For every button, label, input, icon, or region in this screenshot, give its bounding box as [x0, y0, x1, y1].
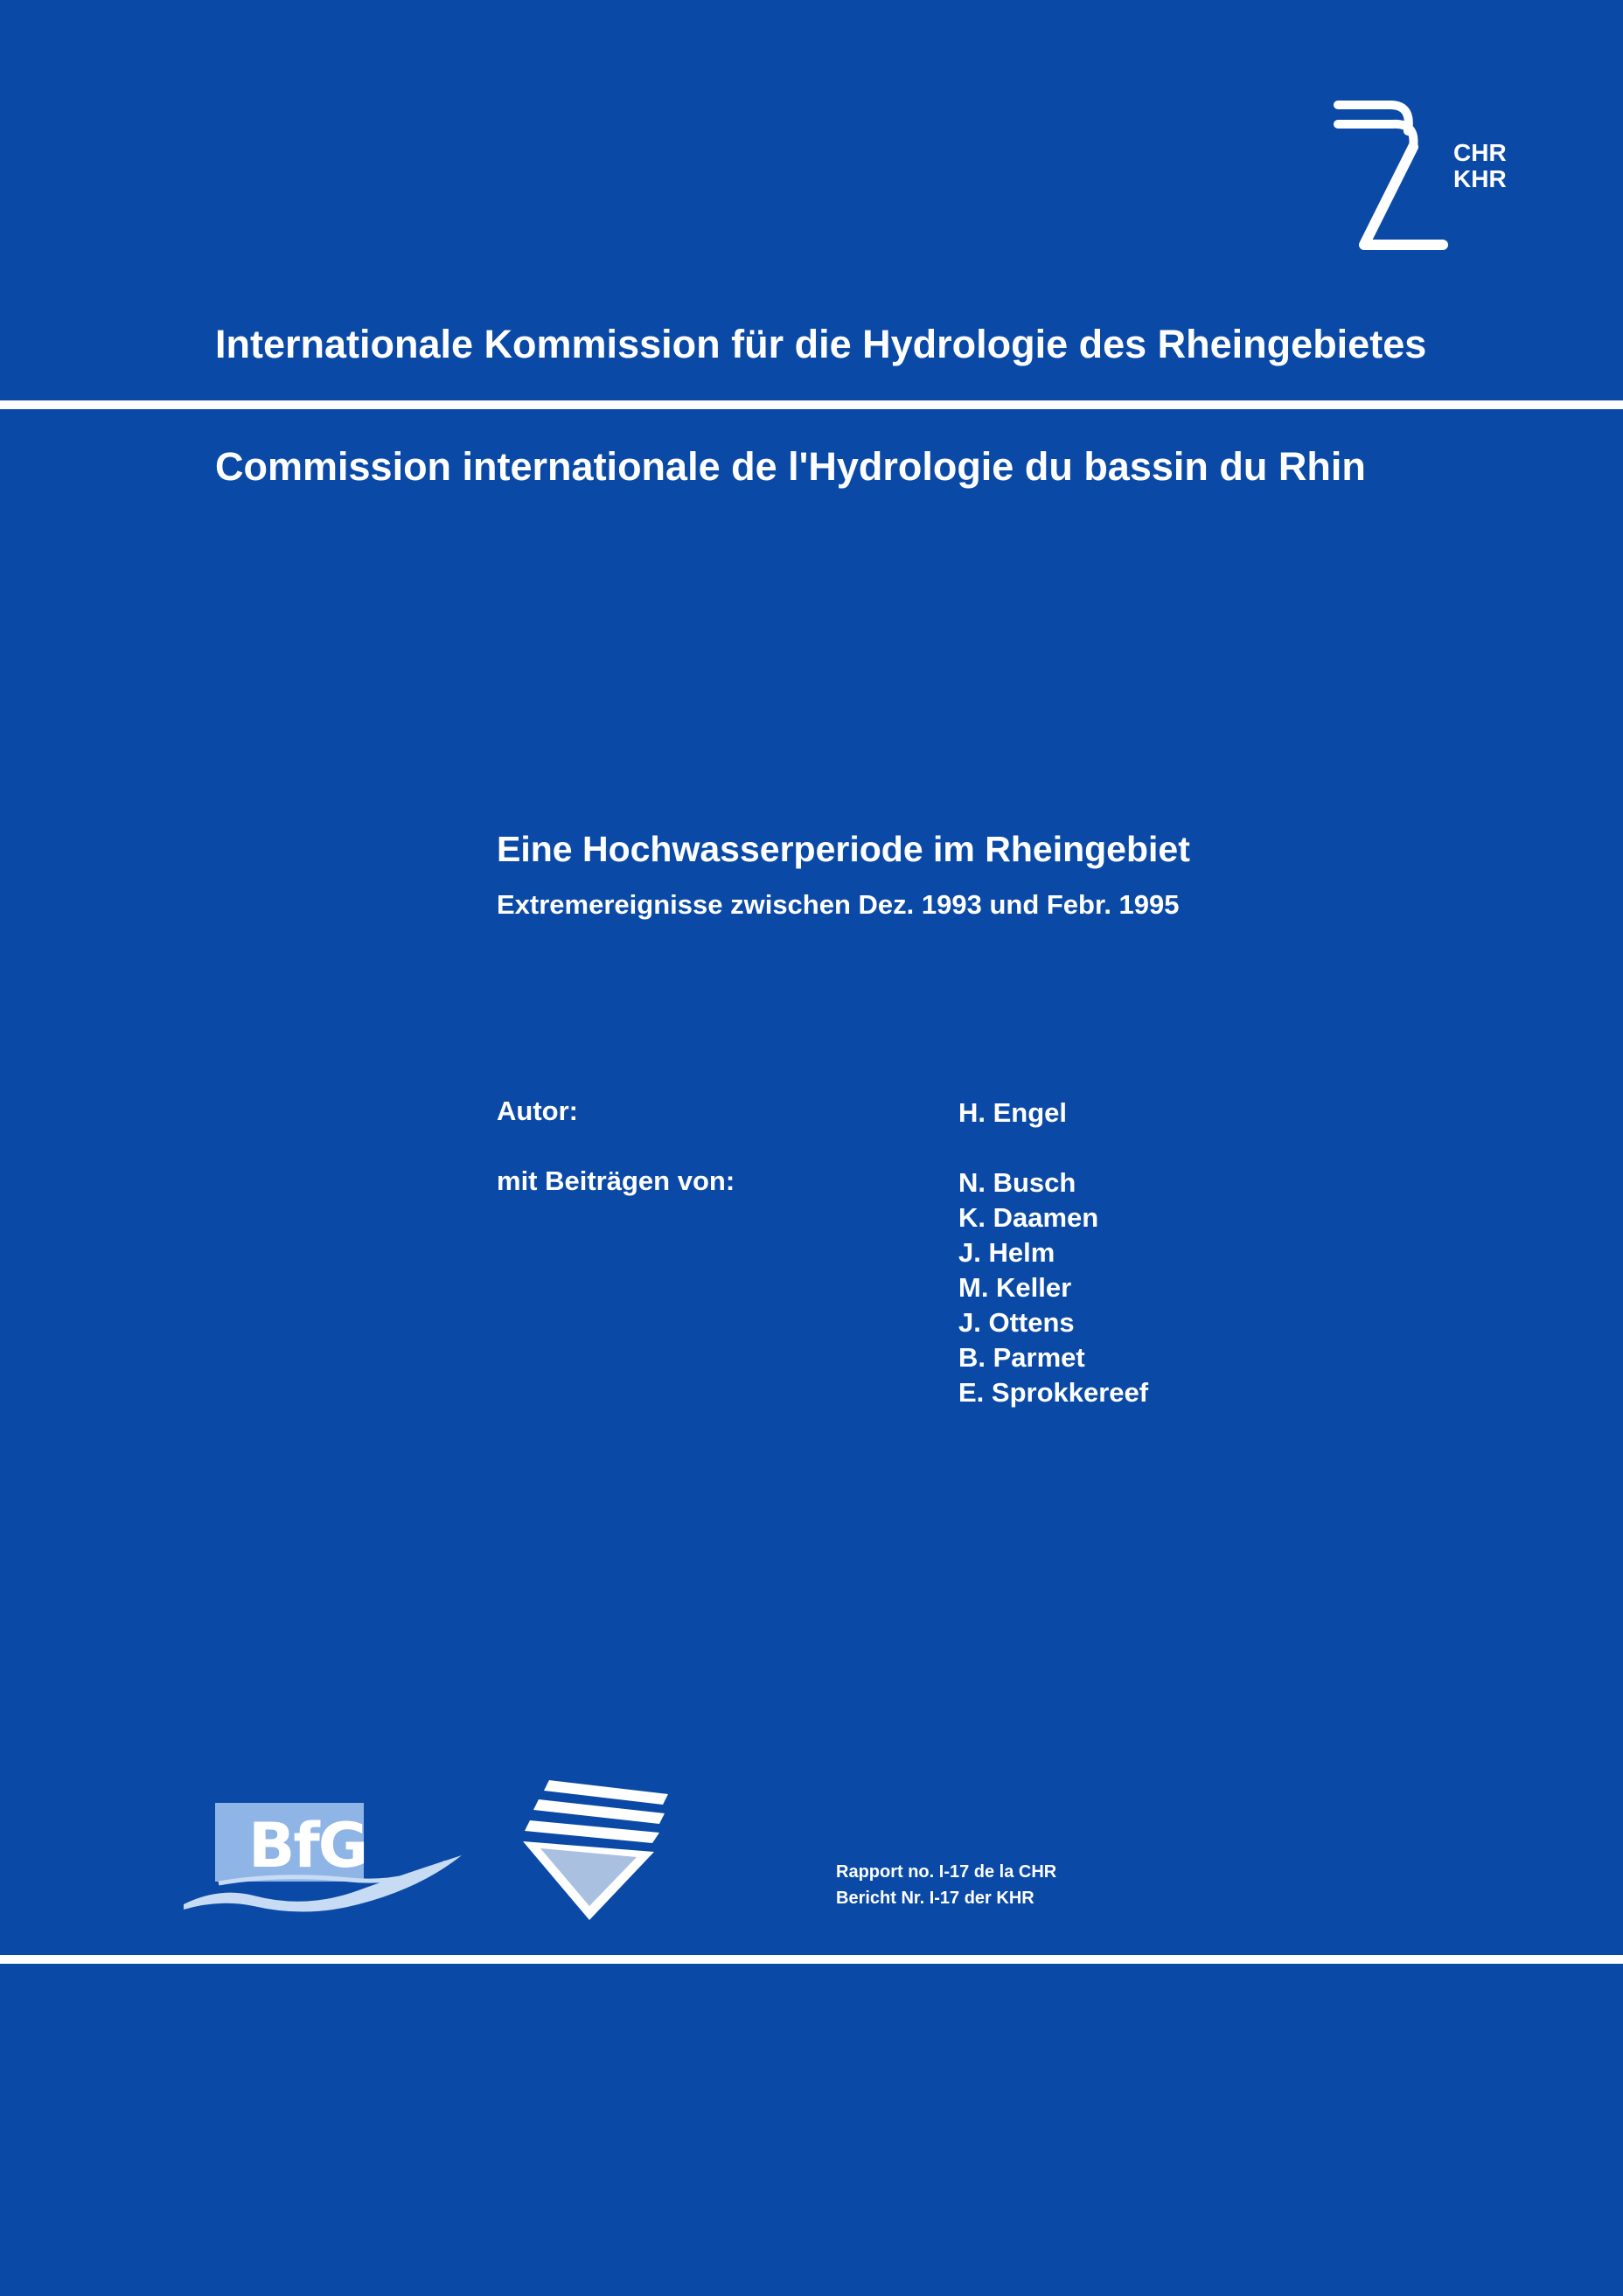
contributors-label: mit Beiträgen von:	[497, 1165, 735, 1196]
report-subtitle: Extremereignisse zwischen Dez. 1993 und Febr. 1995	[497, 889, 1180, 920]
report-number-french: Rapport no. I-17 de la CHR	[836, 1862, 1057, 1882]
contributor-name: N. Busch	[958, 1167, 1076, 1198]
divider-top	[0, 400, 1623, 409]
org-name-german: Internationale Kommission für die Hydrologie des Rheingebietes	[215, 322, 1427, 366]
logo-chr-text: CHR	[1453, 139, 1507, 166]
contributor-name: J. Ottens	[958, 1307, 1075, 1338]
chr-khr-logo	[1329, 96, 1539, 289]
emblem-logo	[514, 1775, 672, 1924]
logo-khr-text: KHR	[1453, 165, 1507, 192]
wave-icon	[184, 1792, 472, 1915]
bfg-logo-text: BfG	[248, 1810, 367, 1882]
rhine-wave-icon	[1329, 96, 1539, 289]
report-number-german: Bericht Nr. I-17 der KHR	[836, 1889, 1034, 1908]
contributor-name: E. Sprokkereef	[958, 1377, 1149, 1408]
contributor-name: K. Daamen	[958, 1202, 1099, 1233]
contributors-list	[958, 1165, 1148, 1410]
stacked-layers-icon	[514, 1775, 672, 1924]
bfg-logo	[184, 1792, 472, 1915]
contributor-name: J. Helm	[958, 1237, 1055, 1268]
author-label: Autor:	[497, 1096, 578, 1126]
contributor-name: M. Keller	[958, 1272, 1072, 1303]
org-name-french: Commission internationale de l'Hydrologie du bassin du Rhin	[215, 444, 1366, 489]
divider-bottom	[0, 1955, 1623, 1964]
contributor-name: B. Parmet	[958, 1342, 1085, 1373]
author-name: H. Engel	[958, 1097, 1068, 1128]
report-title: Eine Hochwasserperiode im Rheingebiet	[497, 829, 1190, 869]
